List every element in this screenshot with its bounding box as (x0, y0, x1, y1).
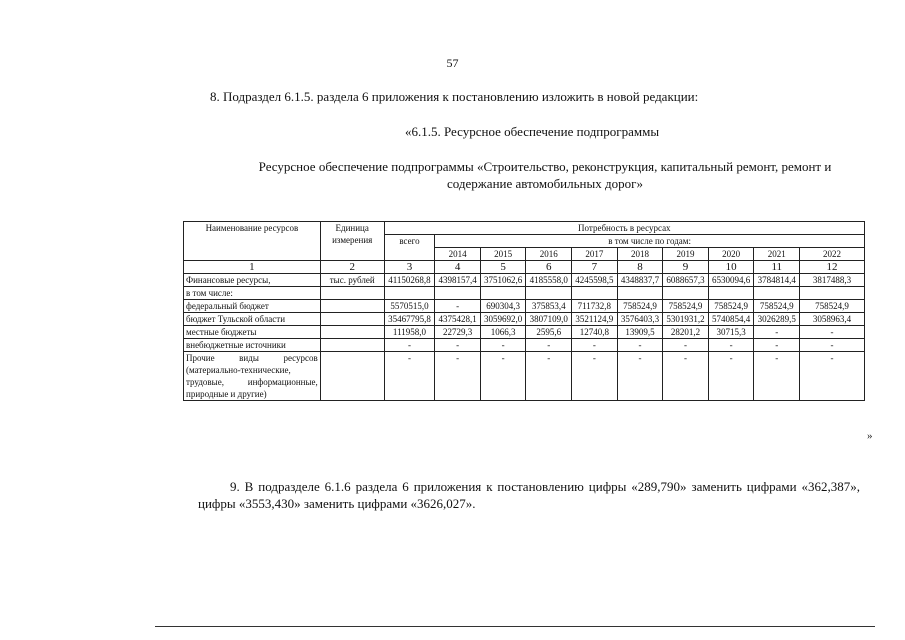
resource-value: 758524,9 (617, 300, 663, 313)
resource-value (384, 287, 435, 300)
resource-value (800, 287, 865, 300)
column-number: 6 (526, 261, 572, 274)
resource-value: - (663, 339, 709, 352)
resource-value (526, 287, 572, 300)
resource-value: - (572, 352, 618, 401)
resource-value: 4245598,5 (572, 274, 618, 287)
resource-unit (320, 313, 384, 326)
resource-value (708, 287, 754, 300)
resource-value: 2595,6 (526, 326, 572, 339)
subsection-title: «6.1.5. Ресурсное обеспечение подпрограммы (405, 124, 660, 139)
resource-value: 5570515,0 (384, 300, 435, 313)
resource-value: - (480, 339, 526, 352)
resource-value: 4185558,0 (526, 274, 572, 287)
resource-value (663, 287, 709, 300)
resource-value: 4398157,4 (435, 274, 481, 287)
table-row (184, 326, 865, 339)
year-header: 2018 (617, 248, 663, 261)
resource-value: - (384, 352, 435, 401)
resource-value: 758524,9 (800, 300, 865, 313)
resource-value: - (435, 300, 481, 313)
table-caption: Ресурсное обеспечение подпрограммы «Строительство, реконструкция, капитальный ремонт, ремонт и содержание автомобильных дорог» (258, 159, 832, 191)
resource-value: 3026289,5 (754, 313, 800, 326)
resource-value: - (754, 326, 800, 339)
year-header: 2020 (708, 248, 754, 261)
header-resource-name: Наименование ресурсов (184, 222, 321, 261)
resource-unit (320, 287, 384, 300)
year-header: 2015 (480, 248, 526, 261)
table-row (184, 352, 865, 401)
resource-value: - (526, 339, 572, 352)
resource-value: 711732,8 (572, 300, 618, 313)
resource-unit (320, 326, 384, 339)
resource-value: - (800, 339, 865, 352)
header-total: всего (384, 235, 435, 261)
resource-value (754, 287, 800, 300)
resource-value: 3784814,4 (754, 274, 800, 287)
resource-value: 3817488,3 (800, 274, 865, 287)
year-header: 2014 (435, 248, 481, 261)
resource-value: - (435, 339, 481, 352)
resource-value: - (617, 352, 663, 401)
resource-value: 758524,9 (708, 300, 754, 313)
column-number: 2 (320, 261, 384, 274)
column-number: 1 (184, 261, 321, 274)
resource-value: - (526, 352, 572, 401)
resource-name: федеральный бюджет (184, 300, 321, 313)
resource-value (617, 287, 663, 300)
column-number: 7 (572, 261, 618, 274)
table-row (184, 313, 865, 326)
resource-value: 111958,0 (384, 326, 435, 339)
resource-unit (320, 339, 384, 352)
resource-unit (320, 352, 384, 401)
resource-value: 3521124,9 (572, 313, 618, 326)
resource-value: 6088657,3 (663, 274, 709, 287)
year-header: 2016 (526, 248, 572, 261)
column-number: 12 (800, 261, 865, 274)
resource-name: бюджет Тульской области (184, 313, 321, 326)
resource-value (572, 287, 618, 300)
resource-value: 30715,3 (708, 326, 754, 339)
resource-value: - (617, 339, 663, 352)
resource-value: 5301931,2 (663, 313, 709, 326)
resource-value: - (708, 352, 754, 401)
year-header: 2021 (754, 248, 800, 261)
table-row (184, 339, 865, 352)
resource-name: Прочие виды ресурсов (материально-технические, трудовые, информационные, природные и другие) (184, 352, 321, 401)
year-header: 2022 (800, 248, 865, 261)
closing-quote: » (867, 430, 873, 442)
resource-value: 28201,2 (663, 326, 709, 339)
column-number: 9 (663, 261, 709, 274)
resource-value: - (754, 352, 800, 401)
resource-unit: тыс. рублей (320, 274, 384, 287)
footer-rule (155, 626, 875, 627)
resource-value: 690304,3 (480, 300, 526, 313)
resource-value: - (800, 352, 865, 401)
resource-value: 6530094,6 (708, 274, 754, 287)
column-number: 8 (617, 261, 663, 274)
resource-value: 3058963,4 (800, 313, 865, 326)
page-number: 57 (446, 56, 459, 70)
resource-value: 5740854,4 (708, 313, 754, 326)
resource-value: - (800, 326, 865, 339)
header-need: Потребность в ресурсах (384, 222, 864, 235)
header-by-years: в том числе по годам: (435, 235, 865, 248)
table-row (184, 300, 865, 313)
resource-value: 13909,5 (617, 326, 663, 339)
resource-value: 758524,9 (754, 300, 800, 313)
resource-name: местные бюджеты (184, 326, 321, 339)
resource-value: - (572, 339, 618, 352)
resource-table (183, 221, 865, 401)
resource-value (480, 287, 526, 300)
resource-value: 4375428,1 (435, 313, 481, 326)
resource-value: - (435, 352, 481, 401)
resource-value: - (708, 339, 754, 352)
resource-value: 758524,9 (663, 300, 709, 313)
item-9-text: 9. В подразделе 6.1.6 раздела 6 приложения к постановлению цифры «289,790» заменить цифрами «362,387», цифры «3553,430» заменить цифрами «3626,027». (198, 479, 860, 511)
table-row (184, 274, 865, 287)
resource-value: - (663, 352, 709, 401)
resource-value: - (384, 339, 435, 352)
column-number: 5 (480, 261, 526, 274)
resource-unit (320, 300, 384, 313)
resource-value: 3576403,3 (617, 313, 663, 326)
resource-value: 375853,4 (526, 300, 572, 313)
resource-value: 3059692,0 (480, 313, 526, 326)
column-number: 10 (708, 261, 754, 274)
header-unit: Единица измерения (320, 222, 384, 261)
column-number: 3 (384, 261, 435, 274)
resource-value: 12740,8 (572, 326, 618, 339)
column-number: 4 (435, 261, 481, 274)
resource-value: 35467795,8 (384, 313, 435, 326)
resource-value (435, 287, 481, 300)
resource-name: Финансовые ресурсы, (184, 274, 321, 287)
resource-name: внебюджетные источники (184, 339, 321, 352)
resource-value: 41150268,8 (384, 274, 435, 287)
item-8-text: 8. Подраздел 6.1.5. раздела 6 приложения к постановлению изложить в новой редакции: (210, 89, 699, 104)
resource-value: 1066,3 (480, 326, 526, 339)
table-row (184, 287, 865, 300)
year-header: 2017 (572, 248, 618, 261)
resource-value: 4348837,7 (617, 274, 663, 287)
resource-value: 22729,3 (435, 326, 481, 339)
resource-name: в том числе: (184, 287, 321, 300)
resource-value: - (754, 339, 800, 352)
resource-value: 3807109,0 (526, 313, 572, 326)
column-number: 11 (754, 261, 800, 274)
resource-value: - (480, 352, 526, 401)
year-header: 2019 (663, 248, 709, 261)
resource-value: 3751062,6 (480, 274, 526, 287)
